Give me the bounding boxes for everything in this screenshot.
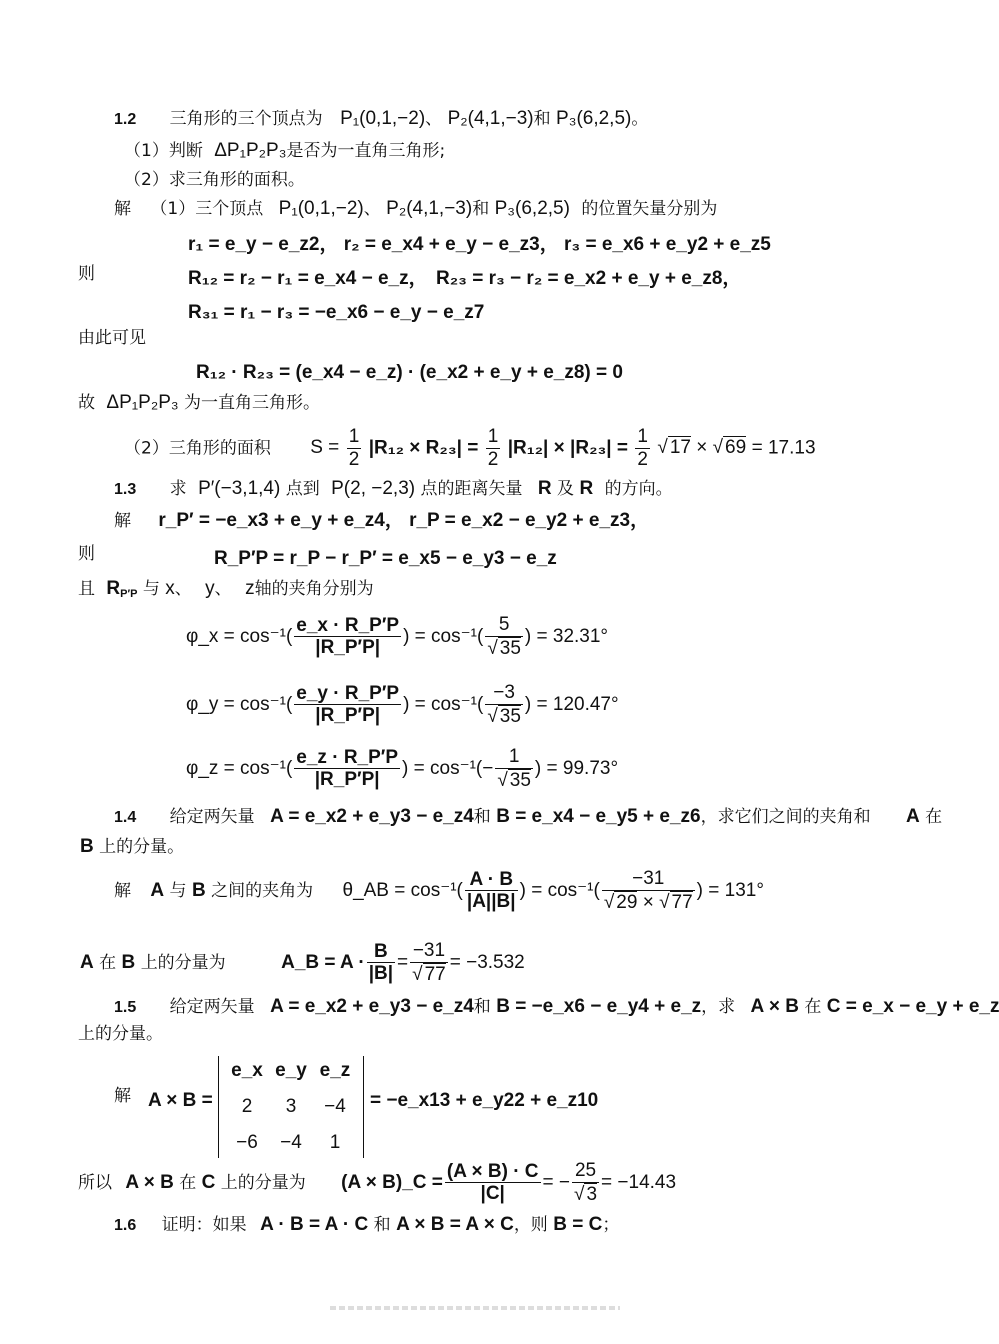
- solution-1-2-intro: 解 （1）三个顶点 P₁(0,1,−2)、 P₂(4,1,−3)和 P₃(6,2,5) 的位置矢量分别为: [114, 198, 718, 219]
- det-cell: −4: [280, 1132, 302, 1153]
- det-cell: −6: [236, 1132, 258, 1153]
- problem-number: 1.3: [114, 481, 137, 498]
- component-AxB-on-C: 所以 A × B 在 C 上的分量为 (A × B)_C = $\frac{(A \times B) \cdot C}{|C|}$ = − $\frac{25}{√ 3}$ = −14.43: [78, 1160, 677, 1205]
- phi-x-eq: φ_x = cos⁻¹( $\frac{e\_x \cdot R\_P'P}{|R\_P'P|}$ ) = cos⁻¹( $\frac{5}{√ 35}$ ) = 32.31°: [186, 614, 609, 659]
- page-footer-mark: [330, 1306, 620, 1310]
- solution-1-4-angle: 解 A 与 B 之间的夹角为 θ_AB = cos⁻¹( $\frac{A \cdot B}{|A||B|}$ ) = cos⁻¹( $\frac{-31}{√ 29 \times √ 77}$ ) = 131°: [114, 868, 764, 913]
- problem-1-6-statement: 1.6 证明：如果 A · B = A · C 和 A × B = A × C，则 B = C；: [114, 1214, 620, 1235]
- fraction: $\frac{1}{2}$: [487, 426, 499, 470]
- problem-1-4-cont: B 上的分量。: [80, 836, 185, 857]
- det-cell: 1: [329, 1132, 341, 1153]
- det-cell: 3: [285, 1096, 297, 1117]
- component-A-on-B: A 在 B 上的分量为 A_B = A · $\frac{B}{|B|}$ = $\frac{-31}{√ 77}$ = −3.532: [80, 940, 525, 985]
- det-cell: e_z: [319, 1060, 351, 1081]
- fraction: $\frac{1}{2}$: [637, 426, 648, 470]
- problem-1-5-cont: 上的分量。: [78, 1024, 163, 1044]
- question-1: （1）判断 ΔP₁P₂P₃是否为一直角三角形;: [124, 140, 446, 161]
- problem-1-4-statement: 1.4 给定两矢量 A = e_x2 + e_y3 − e_z4和 B = e_x4 − e_y5 + e_z6，求它们之间的夹角和 A 在: [114, 806, 943, 827]
- question-2: （2）求三角形的面积。: [124, 170, 305, 190]
- axes-line: 且 $R_{P'P}$ 与 x、 y、 z轴的夹角分别为: [78, 578, 374, 600]
- then-label: 则: [78, 544, 95, 564]
- conclusion-line: 故 ΔP₁P₂P₃ 为一直角三角形。: [78, 392, 321, 413]
- position-vectors: r₁ = e_y − e_z2， r₂ = e_x4 + e_y − e_z3， r₃ = e_x6 + e_y2 + e_z5: [188, 234, 771, 255]
- phi-z-eq: φ_z = cos⁻¹( $\frac{e\_z \cdot R\_P'P}{|R\_P'P|}$ ) = cos⁻¹(− $\frac{1}{√ 35}$ ) = 99.73°: [186, 746, 619, 791]
- problem-number: 1.5: [114, 999, 137, 1016]
- then-label: 则: [78, 264, 95, 284]
- vector-R31: R₃₁ = r₁ − r₃ = −e_x6 − e_y − e_z7: [188, 302, 485, 323]
- det-cell: −4: [324, 1096, 346, 1117]
- determinant-matrix: [218, 1056, 364, 1158]
- det-cell: 2: [241, 1096, 253, 1117]
- vector-RPP: R_P′P = r_P − r_P′ = e_x5 − e_y3 − e_z: [214, 548, 557, 569]
- problem-number: 1.6: [114, 1217, 137, 1234]
- solution-1-5-label: 解: [114, 1086, 131, 1106]
- problem-number: 1.4: [114, 809, 137, 826]
- vector-R12: R₁₂ = r₂ − r₁ = e_x4 − e_z，: [188, 268, 428, 289]
- thus-label: 由此可见: [78, 328, 146, 348]
- fraction: $\frac{1}{2}$: [348, 426, 360, 470]
- det-lhs: A × B =: [148, 1090, 213, 1111]
- area-line: （2）三角形的面积 S = $\frac{1}{2}$ |R₁₂ × R₂₃| = $\frac{1}{2}$ |R₁₂| × |R₂₃| = $\frac{1}{2}$ √ 17 × √ 69 = 17.13: [124, 426, 816, 470]
- dot-product-eq: R₁₂ · R₂₃ = (e_x4 − e_z) · (e_x2 + e_y + e_z8) = 0: [196, 362, 623, 383]
- solution-1-3-r: 解 r_P′ = −e_x3 + e_y + e_z4， r_P = e_x2 − e_y2 + e_z3，: [114, 510, 650, 531]
- problem-1-2-statement: 1.2 三角形的三个顶点为 P₁(0,1,−2)、 P₂(4,1,−3)和 P₃(6,2,5)。: [114, 108, 649, 129]
- det-cell: e_y: [275, 1060, 307, 1081]
- problem-1-5-statement: 1.5 给定两矢量 A = e_x2 + e_y3 − e_z4和 B = −e_x6 − e_y4 + e_z，求 A × B 在 C = e_x − e_y + e_z: [114, 996, 999, 1017]
- phi-y-eq: φ_y = cos⁻¹( $\frac{e\_y \cdot R\_P'P}{|R\_P'P|}$ ) = cos⁻¹( $\frac{-3}{√ 35}$ ) = 120.47°: [186, 682, 619, 727]
- det-result: = −e_x13 + e_y22 + e_z10: [370, 1090, 599, 1111]
- problem-1-3-statement: 1.3 求 P′(−3,1,4) 点到 P(2, −2,3) 点的距离矢量 R 及 R 的方向。: [114, 478, 673, 499]
- det-cell: e_x: [231, 1060, 263, 1081]
- vector-R23: R₂₃ = r₃ − r₂ = e_x2 + e_y + e_z8，: [436, 268, 742, 289]
- problem-number: 1.2: [114, 111, 137, 128]
